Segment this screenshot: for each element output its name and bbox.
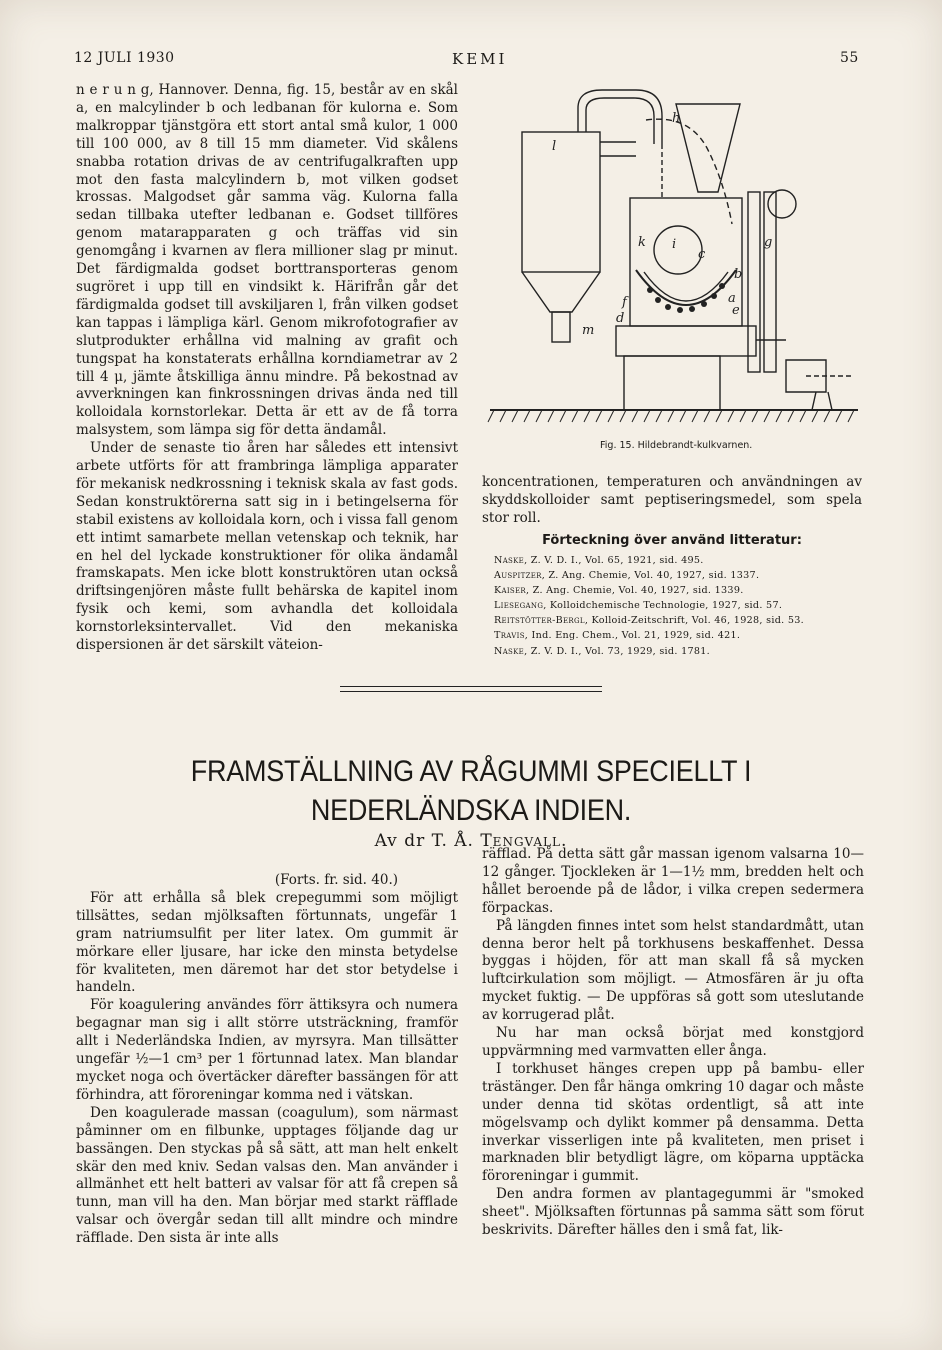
figure-label: b: [734, 267, 743, 282]
references-list: [494, 553, 874, 659]
figure-hildebrandt-mill: [486, 80, 862, 436]
paragraph: I torkhuset hänges crepen upp på bambu- eller trästänger. Den får hänga omkring 10 dagar och måste under denna tid skötas ordentligt, så att inte mögelsvamp och dylikt kommer på densamma. Detta inverkar visserligen inte på kvaliteten, men priset i marknaden blir betydligt lägre, om köparna upptäcka föroreningar i gummit.: [482, 1060, 864, 1185]
figure-caption: Fig. 15. Hildebrandt-kulkvarnen.: [600, 440, 753, 451]
figure-label: d: [616, 311, 625, 326]
figure-label: m: [582, 323, 595, 338]
paragraph: Den koagulerade massan (coagulum), som närmast påminner om en filbunke, upptages följande dag ur bassängen. Den styckas på så sätt, att man helt enkelt skär den med kniv. Sedan valsas den. Man använder i allmänhet ett helt batteri av valsar för att få crepen så tunn, man vill ha den. Man börjar med starkt räfflade valsar och övergår sedan till allt mindre och mindre räfflade. Den sista är inte alls: [76, 1104, 458, 1247]
reference-item: Liesegang, Kolloidchemische Technologie, 1927, sid. 57.: [494, 600, 783, 612]
paragraph: Under de senaste tio åren har således ett intensivt arbete utförts för att frambringa lämpliga apparater för mekanisk nedkrossning i teknisk skala av fast gods. Sedan konstruktörerna satt sig in i betingelserna för stabil existens av kolloidala korn, och i vissa fall genom ett intimt samarbete mellan vetenskap och teknik, har en hel del lyckade konstruktioner för olika ändamål framskapats. Men icke blott konstruktören utan också driftsingenjören måste fullt behärska de kapitel inom fysik och kemi, som avhandla det kolloidala kornstorleksintervallet. Vid den mekaniska dispersionen är det särskilt väteion-: [76, 440, 458, 654]
paragraph: På längden finnes intet som helst standardmått, utan denna beror helt på torkhusens beskaffenhet. Dessa byggas i höjden, för att man skall få så mycken luftcirkulation som möjligt. — Atmosfären är ju ofta mycket fuktig. — De uppföras så gott som uteslutande av korrugerad plåt.: [482, 917, 864, 1024]
reference-item: Naske, Z. V. D. I., Vol. 73, 1929, sid. 1781.: [494, 645, 711, 657]
reference-item: Kaiser, Z. Ang. Chemie, Vol. 40, 1927, sid. 1339.: [494, 585, 744, 597]
figure-label: l: [552, 139, 557, 154]
column-b: [482, 474, 862, 528]
reference-item: Naske, Z. V. D. I., Vol. 65, 1921, sid. 495.: [494, 555, 704, 566]
figure-label: k: [638, 235, 646, 250]
figure-label: g: [764, 235, 773, 250]
header-journal: KEMI: [452, 50, 508, 68]
figure-label: c: [698, 247, 706, 262]
figure-label: f: [622, 295, 627, 310]
continued-note: (Forts. fr. sid. 40.): [274, 872, 398, 888]
section-divider: [340, 686, 602, 692]
figure-label: i: [672, 237, 677, 252]
reference-item: Travis, Ind. Eng. Chem., Vol. 21, 1929, sid. 421.: [494, 630, 741, 642]
header-page-number: 55: [840, 50, 859, 66]
paragraph: koncentrationen, temperaturen och användningen av skyddskolloider samt peptiseringsmedel, som spela stor roll.: [482, 474, 862, 526]
reference-item: Reitstötter-Bergl, Kolloid-Zeitschrift, Vol. 46, 1928, sid. 53.: [494, 615, 804, 627]
figure-label: a: [728, 291, 736, 306]
paragraph: Den andra formen av plantagegummi är "smoked sheet". Mjölksaften förtunnas på samma sätt som förut beskrivits. Därefter hälles den i små fat, lik-: [482, 1186, 864, 1239]
paragraph: räfflad. På detta sätt går massan igenom valsarna 10—12 gånger. Tjockleken är 1—1½ mm, bredden helt och hållet beroende på de lådor, i vilka crepen sedermera förpackas.: [482, 846, 864, 916]
paragraph: n e r u n g, Hannover. Denna, fig. 15, består av en skål a, en malcylinder b och ledbanan för kulorna e. Som malkroppar tjänstgöra ett stort antal små kulor, 1 000 till 100 000, av 8 till 15 mm diameter. Vid skålens snabba rotation drivas de av centrifugalkraften upp mot den fasta malcylindern b, mot vilken godset krossas. Malgodset går samma väg. Kulorna falla sedan tillbaka utefter ledbanan e. Godset tillföres genom matarapparaten g och träffas vid sin genomgång i kvarnen av flera millioner slag pr minut. Det färdigmalda godset borttransporteras genom sugröret i upp till en vindsikt k. Härifrån går det färdigmalda godset till avskiljaren l, från vilken godset kan tappas i lämpliga kärl. Genom mikrofotografier av slutprodukter erhållna vid malning av grafit och tungspat ha konstaterats erhållna korndiametrar av 2 till 4 μ, jämte åtskilliga ännu mindre. På bekostnad av avverkningen kan finkrossningen drivas ända ned till kolloidala kornstorlekar. Detta är ett av de få torra malsystem, som lämpa sig för detta ändamål.: [76, 82, 458, 439]
column-d: [482, 846, 864, 1240]
article-author: Av dr T. Å. Tengvall.: [374, 831, 568, 851]
references-title: Förteckning över använd litteratur:: [542, 533, 802, 548]
paragraph: För att erhålla så blek crepegummi som möjligt tillsättes, sedan mjölksaften förtunnats, ungefär 1 gram natriumsulfit per liter latex. Om gummit är mörkare eller ljusare, har icke den minsta betydelse för kvaliteten, men däremot har det stor betydelse i handeln.: [76, 889, 458, 996]
column-c: [76, 872, 458, 1248]
header-date: 12 JULI 1930: [74, 50, 175, 66]
figure-label: h: [672, 111, 681, 126]
paragraph: Nu har man också börjat med konstgjord uppvärmning med varmvatten eller ånga.: [482, 1025, 864, 1059]
reference-item: Auspitzer, Z. Ang. Chemie, Vol. 40, 1927, sid. 1337.: [494, 570, 760, 582]
paragraph: För koagulering användes förr ättiksyra och numera begagnar man sig i allt större utsträckning, framför allt i Nederländska Indien, av myrsyra. Man tillsätter ungefär ½—1 cm³ per 1 förtunnad latex. Man blandar mycket noga och övertäcker därefter bassängen för att förhindra, att föroreningar komma ned i vätskan.: [76, 997, 458, 1103]
figure-label: e: [732, 303, 740, 318]
column-a: [76, 82, 458, 655]
article-title: FRAMSTÄLLNING AV RÅGUMMI SPECIELLT I NEDERLÄNDSKA INDIEN.: [190, 755, 752, 827]
